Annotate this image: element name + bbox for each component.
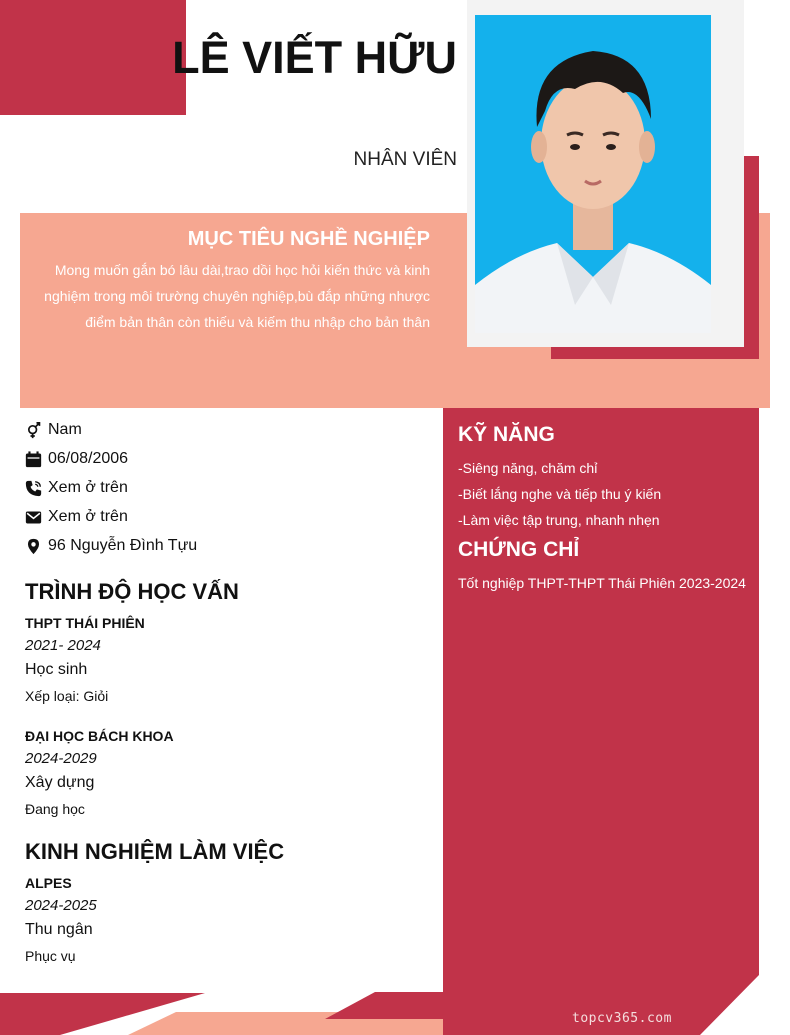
photo-backdrop <box>475 15 711 333</box>
education-school: THPT THÁI PHIÊN <box>25 615 145 631</box>
education-field: Xây dựng <box>25 774 95 791</box>
info-phone <box>25 477 128 499</box>
calendar-icon <box>25 451 42 468</box>
bottom-middle-decor <box>325 992 443 1019</box>
certificates-text: Tốt nghiệp THPT-THPT Thái Phiên 2023-2024 <box>458 575 746 591</box>
info-address <box>25 535 197 557</box>
education-note: Xếp loại: Giỏi <box>25 688 109 704</box>
envelope-icon <box>25 509 42 526</box>
gender-icon <box>25 422 42 439</box>
portrait-illustration <box>475 15 711 333</box>
education-school: ĐẠI HỌC BÁCH KHOA <box>25 728 174 744</box>
objective-title: MỤC TIÊU NGHỀ NGHIỆP <box>187 228 430 250</box>
education-years: 2021- 2024 <box>25 637 101 654</box>
education-item <box>25 614 425 708</box>
education-field: Học sinh <box>25 661 88 678</box>
info-email <box>25 506 128 528</box>
watermark: topcv365.com <box>572 1011 672 1026</box>
experience-position: Thu ngân <box>25 921 93 938</box>
education-title: TRÌNH ĐỘ HỌC VẤN <box>25 579 239 604</box>
education-item <box>25 727 425 821</box>
job-title: NHÂN VIÊN <box>353 149 457 170</box>
profile-photo <box>467 0 744 347</box>
skill-item: -Biết lắng nghe và tiếp thu ý kiến <box>458 486 662 502</box>
skills-list <box>458 455 748 533</box>
address-value: 96 Nguyễn Đình Tựu <box>48 537 198 554</box>
birthday-value: 06/08/2006 <box>48 450 129 467</box>
skill-item: -Siêng năng, chăm chỉ <box>458 460 598 476</box>
candidate-name: LÊ VIẾT HỮU <box>172 32 457 83</box>
education-years: 2024-2029 <box>25 750 97 767</box>
phone-icon <box>25 480 42 497</box>
email-value: Xem ở trên <box>48 508 128 525</box>
experience-note: Phục vụ <box>25 948 76 964</box>
education-note: Đang học <box>25 801 85 817</box>
experience-title: KINH NGHIỆM LÀM VIỆC <box>25 839 285 864</box>
certificates-title: CHỨNG CHỈ <box>458 538 580 561</box>
skills-title: KỸ NĂNG <box>458 423 555 446</box>
skill-item: -Làm việc tập trung, nhanh nhẹn <box>458 512 660 528</box>
info-gender <box>25 419 82 441</box>
objective-text: Mong muốn gắn bó lâu dài,trao dồi học hỏi kiến thức và kinh nghiệm trong môi trường chuyên nghiệp,bù đắp những nhược điểm bản thân còn thiếu và kiếm thu nhập cho bản thân <box>44 262 430 330</box>
location-pin-icon <box>25 538 42 555</box>
phone-value: Xem ở trên <box>48 479 128 496</box>
info-birthday <box>25 448 128 470</box>
experience-years: 2024-2025 <box>25 897 97 914</box>
experience-company: ALPES <box>25 875 72 891</box>
gender-value: Nam <box>48 421 82 438</box>
experience-item <box>25 874 425 968</box>
